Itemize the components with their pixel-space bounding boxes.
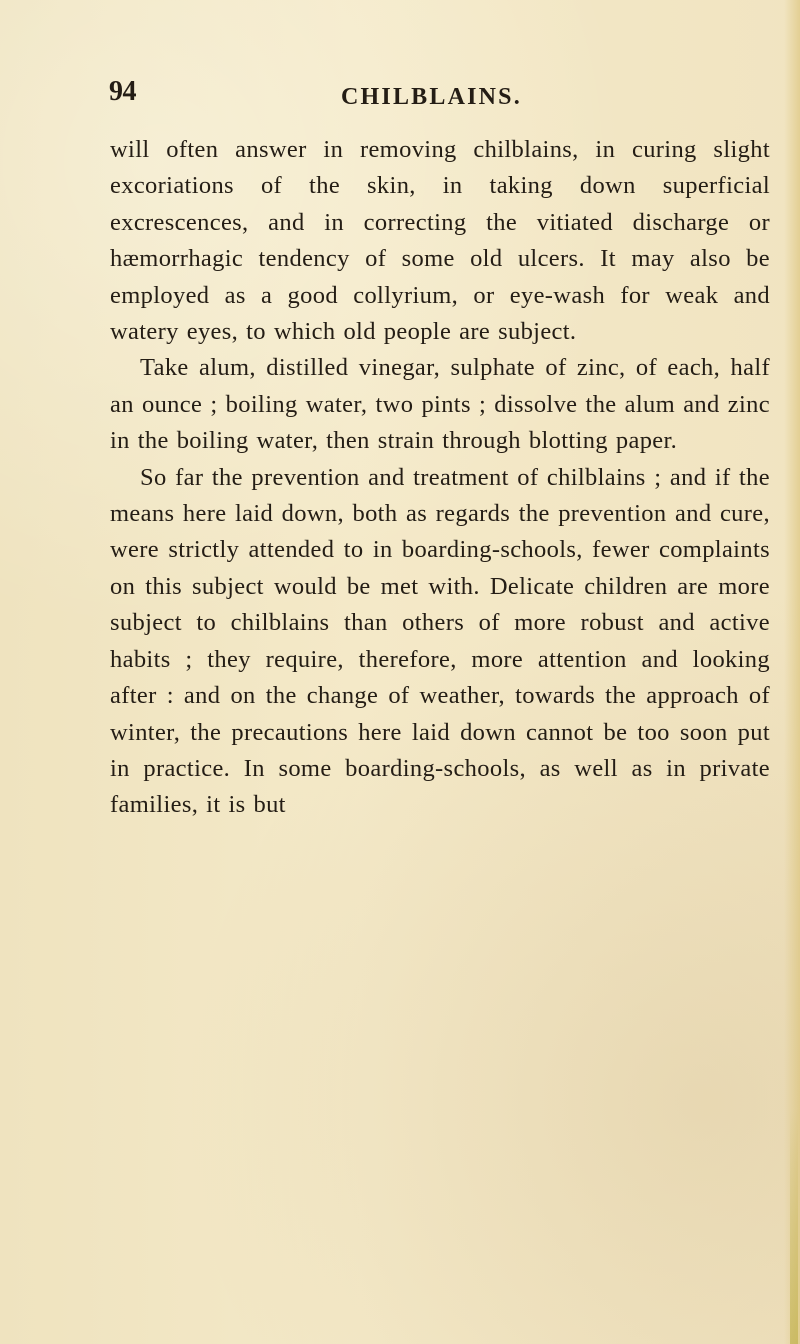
page-edge-shadow bbox=[784, 0, 800, 1344]
page-header bbox=[109, 78, 709, 112]
body-text bbox=[110, 132, 770, 824]
page-number: 94 bbox=[109, 76, 136, 107]
running-head: CHILBLAINS. bbox=[341, 84, 522, 110]
paragraph-3: So far the prevention and treatment of chilblains ; and if the means here laid down, both as regards the prevention and cure, were strictly attended to in boarding-schools, fewer complaints on this subject would be met with. Delicate children are more subject to chilblains than others of more robust and active habits ; they require, therefore, more attention and looking after : and on the change of weather, towards the approach of winter, the precautions here laid down cannot be too soon put in practice. In some boarding-schools, as well as in private families, it is but bbox=[110, 463, 770, 819]
paragraph-1: will often answer in removing chilblains, in curing slight excoriations of the skin, in taking down superficial excrescences, and in correcting the vitiated discharge or hæmorrhagic tendency of some old ulcers. It may also be employed as a good collyrium, or eye-wash for weak and watery eyes, to which old people are subject. bbox=[110, 136, 770, 346]
paragraph-2: Take alum, distilled vinegar, sulphate of zinc, of each, half an ounce ; boiling water, two pints ; dissolve the alum and zinc in the boiling water, then strain through blotting paper. bbox=[110, 354, 770, 455]
